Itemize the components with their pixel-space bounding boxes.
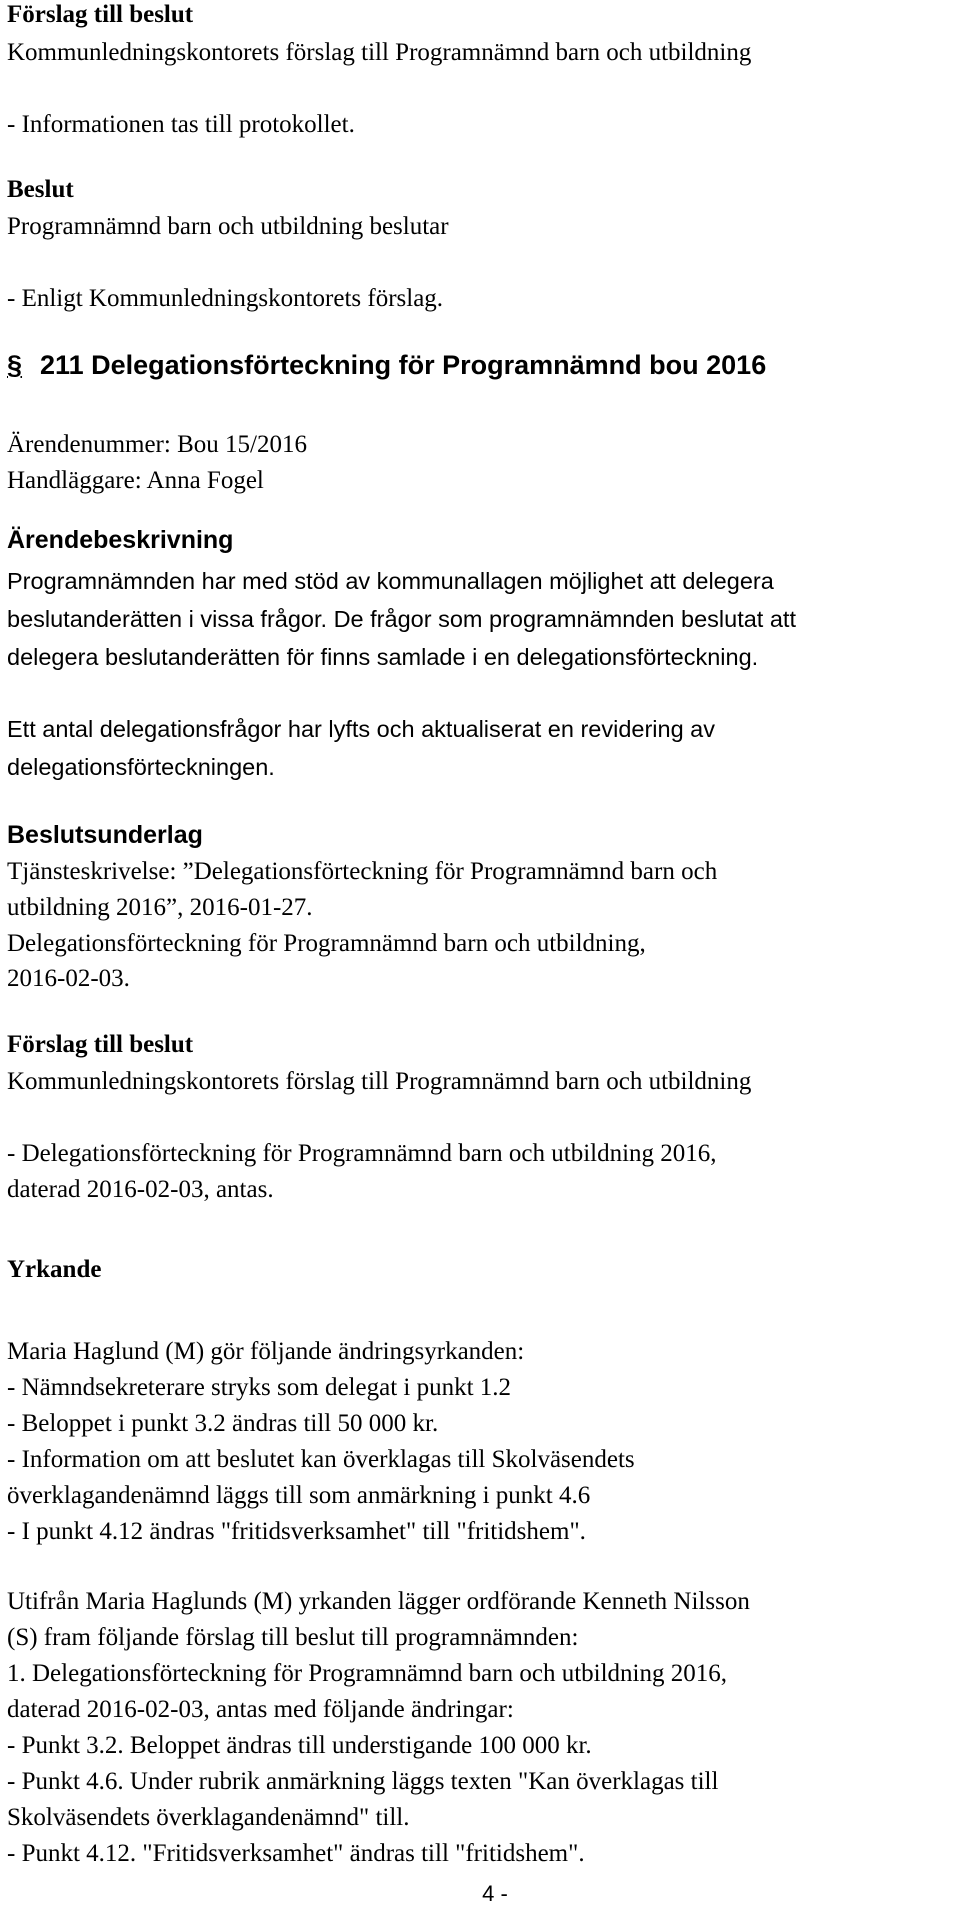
text-line: - Information om att beslutet kan överklagas till Skolväsendets: [7, 1446, 635, 1473]
text-line: - Delegationsförteckning för Programnämnd barn och utbildning 2016,: [7, 1140, 717, 1167]
handler: Handläggare: Anna Fogel: [7, 467, 264, 494]
heading-decision: Beslut: [7, 176, 74, 203]
text-line: - Nämndsekreterare stryks som delegat i punkt 1.2: [7, 1374, 512, 1401]
text-line: utbildning 2016”, 2016-01-27.: [7, 894, 313, 921]
heading-motion: Yrkande: [7, 1256, 102, 1283]
text-line: - Informationen tas till protokollet.: [7, 111, 355, 138]
section-title: 211 Delegationsförteckning för Programnämnd bou 2016: [40, 350, 767, 380]
text-line: - Beloppet i punkt 3.2 ändras till 50 000 kr.: [7, 1410, 439, 1437]
text-line: Ett antal delegationsfrågor har lyfts och aktualiserat en revidering av: [7, 716, 716, 742]
page-number: 4 -: [482, 1881, 508, 1906]
heading-proposal-top: Förslag till beslut: [7, 1, 194, 28]
text-line: - Punkt 4.12. "Fritidsverksamhet" ändras till "fritidshem".: [7, 1840, 585, 1867]
text-line: Skolväsendets överklagandenämnd" till.: [7, 1804, 410, 1831]
text-line: överklagandenämnd läggs till som anmärkning i punkt 4.6: [7, 1482, 591, 1509]
text-line: Delegationsförteckning för Programnämnd barn och utbildning,: [7, 930, 646, 957]
case-number: Ärendenummer: Bou 15/2016: [7, 431, 307, 458]
text-line: delegationsförteckningen.: [7, 754, 275, 780]
heading-proposal: Förslag till beslut: [7, 1031, 194, 1058]
heading-basis: Beslutsunderlag: [7, 821, 203, 849]
heading-description: Ärendebeskrivning: [7, 526, 234, 554]
paragraph-symbol: §: [7, 350, 23, 380]
text-line: Utifrån Maria Haglunds (M) yrkanden lägger ordförande Kenneth Nilsson: [7, 1588, 750, 1615]
text-line: beslutanderätten i vissa frågor. De frågor som programnämnden beslutat att: [7, 606, 796, 632]
text-line: 1. Delegationsförteckning för Programnämnd barn och utbildning 2016,: [7, 1660, 727, 1687]
text-line: - Punkt 3.2. Beloppet ändras till understigande 100 000 kr.: [7, 1732, 592, 1759]
text-line: delegera beslutanderätten för finns samlade i en delegationsförteckning.: [7, 644, 759, 670]
section-heading: [7, 348, 766, 382]
text-line: Kommunledningskontorets förslag till Programnämnd barn och utbildning: [7, 39, 752, 66]
text-line: Tjänsteskrivelse: ”Delegationsförteckning för Programnämnd barn och: [7, 858, 718, 885]
text-line: daterad 2016-02-03, antas med följande ändringar:: [7, 1696, 514, 1723]
text-line: - I punkt 4.12 ändras "fritidsverksamhet" till "fritidshem".: [7, 1518, 586, 1545]
text-line: - Enligt Kommunledningskontorets förslag.: [7, 285, 444, 312]
text-line: Programnämnd barn och utbildning beslutar: [7, 213, 449, 240]
text-line: Kommunledningskontorets förslag till Programnämnd barn och utbildning: [7, 1068, 752, 1095]
text-line: Maria Haglund (M) gör följande ändringsyrkanden:: [7, 1338, 525, 1365]
text-line: Programnämnden har med stöd av kommunallagen möjlighet att delegera: [7, 568, 774, 594]
text-line: (S) fram följande förslag till beslut till programnämnden:: [7, 1624, 579, 1651]
text-line: 2016-02-03.: [7, 965, 130, 992]
text-line: - Punkt 4.6. Under rubrik anmärkning läggs texten "Kan överklagas till: [7, 1768, 719, 1795]
text-line: daterad 2016-02-03, antas.: [7, 1176, 274, 1203]
